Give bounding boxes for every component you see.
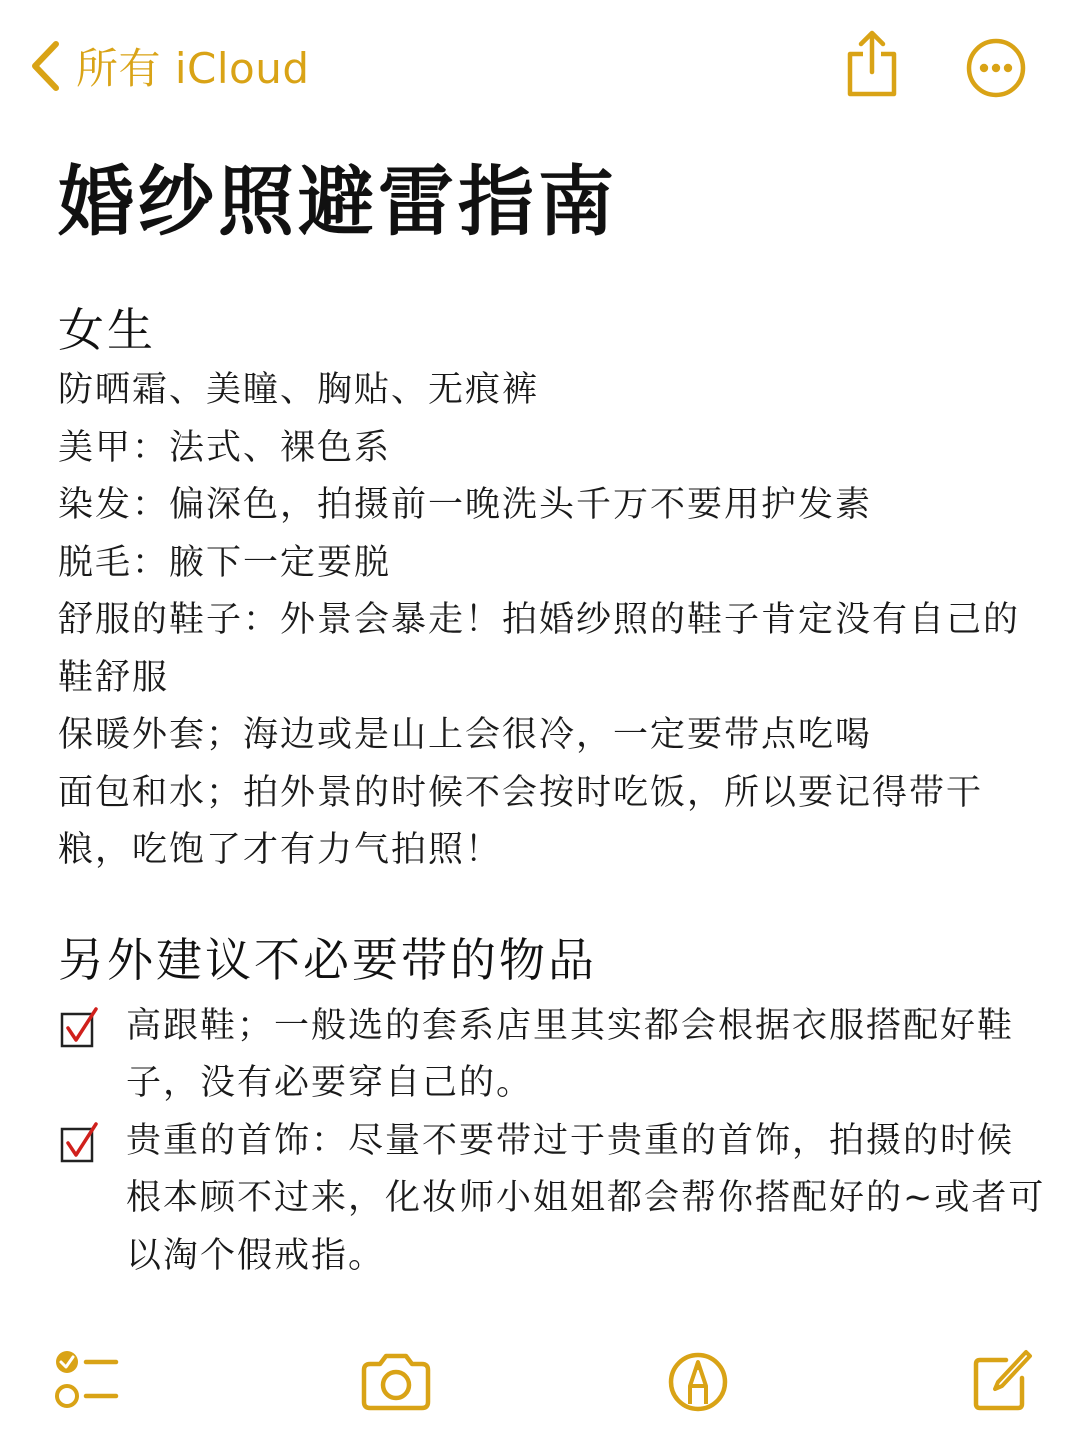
checklist-icon [52, 1346, 124, 1418]
camera-button[interactable] [358, 1346, 434, 1418]
more-icon [964, 36, 1028, 100]
checkbox-checked[interactable] [58, 1006, 102, 1050]
note-line: 脱毛：腋下一定要脱 [58, 542, 392, 583]
checklist-button[interactable] [52, 1346, 124, 1418]
navigation-bar [0, 0, 1080, 130]
share-button[interactable] [842, 28, 902, 100]
checklist-item [58, 998, 1048, 1113]
compose-icon [970, 1346, 1034, 1418]
note-line: 面包和水；拍外景的时候不会按时吃饭，所以要记得带干粮，吃饱了才有力气拍照！ [58, 772, 984, 870]
section-heading-not-needed: 另外建议不必要带的物品 [58, 932, 597, 987]
checkbox-checked[interactable] [58, 1121, 102, 1165]
check-mark-icon [58, 1121, 102, 1165]
share-icon [842, 28, 902, 100]
section-heading-women: 女生 [58, 303, 156, 357]
bottom-toolbar [0, 1340, 1080, 1430]
markup-button[interactable] [666, 1346, 730, 1418]
check-mark-icon [58, 1006, 102, 1050]
checklist-item-text: 高跟鞋；一般选的套系店里其实都会根据衣服搭配好鞋子，没有必要穿自己的。 [126, 1005, 1015, 1103]
chevron-left-icon [28, 40, 62, 92]
note-line: 染发：偏深色，拍摄前一晚洗头千万不要用护发素 [58, 485, 873, 525]
markup-icon [666, 1346, 730, 1418]
back-label: 所有 iCloud [76, 44, 310, 93]
back-button[interactable] [28, 36, 310, 96]
note-line: 舒服的鞋子：外景会暴走！拍婚纱照的鞋子肯定没有自己的鞋舒服 [58, 600, 1021, 698]
note-line: 美甲：法式、裸色系 [58, 427, 392, 468]
note-body[interactable] [58, 140, 1048, 1285]
note-title: 婚纱照避雷指南 [58, 157, 618, 246]
checklist-item-text: 贵重的首饰：尽量不要带过于贵重的首饰，拍摄的时候根本顾不过来，化妆师小姐姐都会帮你搭配好的~或者可以淘个假戒指。 [126, 1120, 1046, 1276]
note-line: 防晒霜、美瞳、胸贴、无痕裤 [58, 370, 540, 410]
note-line: 保暖外套；海边或是山上会很冷，一定要带点吃喝 [58, 715, 873, 755]
more-button[interactable] [964, 36, 1028, 100]
checklist-item [58, 1113, 1048, 1286]
camera-icon [358, 1346, 434, 1418]
compose-button[interactable] [970, 1346, 1034, 1418]
